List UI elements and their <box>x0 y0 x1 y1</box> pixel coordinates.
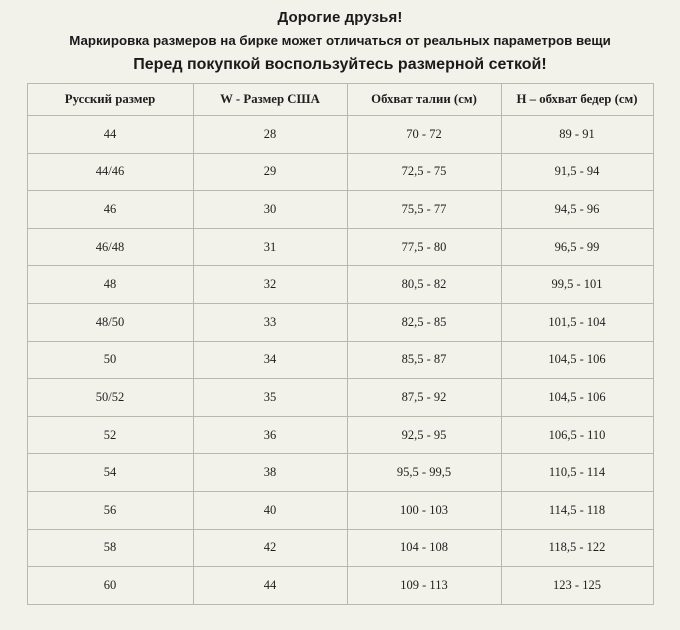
header-callout: Перед покупкой воспользуйтесь размерной сеткой! <box>133 56 547 73</box>
cell-hips: 118,5 - 122 <box>501 529 653 567</box>
cell-waist: 104 - 108 <box>347 529 501 567</box>
cell-ru-size: 46/48 <box>27 228 193 266</box>
cell-ru-size: 54 <box>27 454 193 492</box>
cell-ru-size: 52 <box>27 416 193 454</box>
cell-hips: 104,5 - 106 <box>501 379 653 417</box>
cell-hips: 106,5 - 110 <box>501 416 653 454</box>
cell-ru-size: 58 <box>27 529 193 567</box>
cell-hips: 91,5 - 94 <box>501 153 653 191</box>
cell-ru-size: 60 <box>27 567 193 605</box>
cell-ru-size: 50/52 <box>27 379 193 417</box>
cell-us-size: 32 <box>193 266 347 304</box>
cell-us-size: 35 <box>193 379 347 417</box>
cell-waist: 95,5 - 99,5 <box>347 454 501 492</box>
table-row <box>27 153 653 191</box>
cell-ru-size: 44 <box>27 116 193 154</box>
cell-ru-size: 46 <box>27 191 193 229</box>
cell-us-size: 28 <box>193 116 347 154</box>
cell-us-size: 34 <box>193 341 347 379</box>
cell-waist: 87,5 - 92 <box>347 379 501 417</box>
cell-us-size: 44 <box>193 567 347 605</box>
cell-us-size: 29 <box>193 153 347 191</box>
cell-hips: 96,5 - 99 <box>501 228 653 266</box>
table-row <box>27 191 653 229</box>
cell-us-size: 40 <box>193 491 347 529</box>
cell-hips: 104,5 - 106 <box>501 341 653 379</box>
cell-waist: 85,5 - 87 <box>347 341 501 379</box>
cell-us-size: 31 <box>193 228 347 266</box>
cell-ru-size: 48 <box>27 266 193 304</box>
size-chart-table <box>27 83 654 605</box>
table-row <box>27 341 653 379</box>
column-header-us-size: W - Размер США <box>193 84 347 116</box>
cell-hips: 101,5 - 104 <box>501 303 653 341</box>
cell-hips: 114,5 - 118 <box>501 491 653 529</box>
cell-us-size: 42 <box>193 529 347 567</box>
cell-waist: 70 - 72 <box>347 116 501 154</box>
cell-ru-size: 48/50 <box>27 303 193 341</box>
cell-waist: 77,5 - 80 <box>347 228 501 266</box>
table-row <box>27 491 653 529</box>
cell-hips: 89 - 91 <box>501 116 653 154</box>
table-row <box>27 266 653 304</box>
cell-hips: 110,5 - 114 <box>501 454 653 492</box>
table-row <box>27 116 653 154</box>
cell-us-size: 33 <box>193 303 347 341</box>
cell-waist: 92,5 - 95 <box>347 416 501 454</box>
cell-ru-size: 56 <box>27 491 193 529</box>
table-header-row <box>27 84 653 116</box>
cell-us-size: 36 <box>193 416 347 454</box>
cell-hips: 99,5 - 101 <box>501 266 653 304</box>
table-row <box>27 416 653 454</box>
cell-waist: 80,5 - 82 <box>347 266 501 304</box>
cell-ru-size: 50 <box>27 341 193 379</box>
table-row <box>27 379 653 417</box>
column-header-hips: H – обхват бедер (см) <box>501 84 653 116</box>
cell-waist: 72,5 - 75 <box>347 153 501 191</box>
cell-us-size: 30 <box>193 191 347 229</box>
cell-waist: 75,5 - 77 <box>347 191 501 229</box>
table-row <box>27 529 653 567</box>
column-header-waist: Обхват талии (см) <box>347 84 501 116</box>
column-header-ru-size: Русский размер <box>27 84 193 116</box>
table-row <box>27 454 653 492</box>
table-row <box>27 303 653 341</box>
cell-waist: 100 - 103 <box>347 491 501 529</box>
table-row <box>27 567 653 605</box>
header-note: Маркировка размеров на бирке может отличаться от реальных параметров вещи <box>69 33 611 48</box>
header-greeting: Дорогие друзья! <box>277 9 403 26</box>
cell-us-size: 38 <box>193 454 347 492</box>
cell-ru-size: 44/46 <box>27 153 193 191</box>
page-header <box>0 0 680 75</box>
cell-waist: 82,5 - 85 <box>347 303 501 341</box>
table-row <box>27 228 653 266</box>
cell-hips: 94,5 - 96 <box>501 191 653 229</box>
cell-hips: 123 - 125 <box>501 567 653 605</box>
cell-waist: 109 - 113 <box>347 567 501 605</box>
